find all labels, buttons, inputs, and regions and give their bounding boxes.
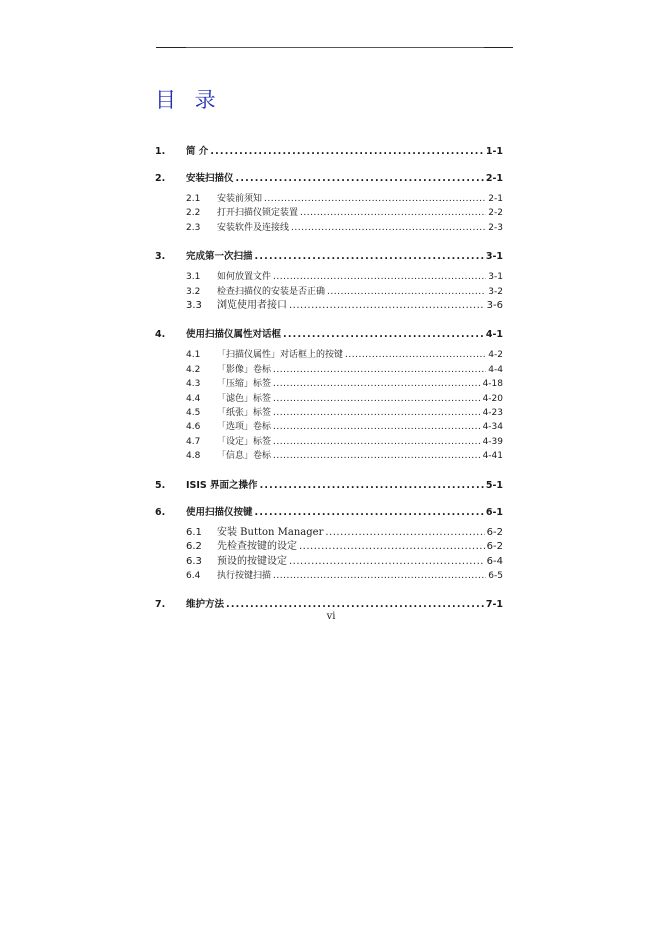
toc-section-entry[interactable] [186,363,503,377]
dot-leader [291,221,486,235]
chapter-title: 使用扫描仪属性对话框 [186,329,282,341]
section-number: 3.2 [186,286,201,297]
section-page: 4-20 [482,393,503,404]
toc-chapter-entry[interactable] [155,477,503,491]
dot-leader [236,173,484,184]
chapter-number: 4. [155,329,166,341]
chapter-page: 2-1 [485,173,503,184]
section-number: 4.5 [186,408,201,419]
page-title: 目 录 [155,88,222,112]
section-title: 「滤色」标签 [217,393,272,404]
chapter-number: 1. [155,146,166,157]
section-page: 2-3 [488,222,503,233]
section-number: 6.1 [186,526,202,538]
section-page: 6-2 [486,541,503,553]
section-page: 3-1 [488,272,503,283]
toc-section-entry[interactable] [186,420,503,434]
section-number: 3.1 [186,272,201,283]
section-page: 4-18 [482,379,503,390]
section-number: 6.2 [186,541,202,553]
section-number: 4.4 [186,393,201,404]
dot-leader [260,480,484,491]
dot-leader [273,420,481,434]
section-number: 4.6 [186,422,201,433]
section-title: 「信息」卷标 [217,451,272,462]
toc-chapter-entry[interactable] [155,248,503,262]
chapter-page: 1-1 [485,146,503,157]
toc-section-entry[interactable] [186,299,503,313]
header-rule-right [484,47,513,48]
dot-leader [289,299,485,313]
page-number: vi [326,611,336,622]
section-title: 安装前须知 [217,194,263,204]
toc-section-entry[interactable] [186,270,503,284]
section-number: 4.1 [186,350,201,361]
dot-leader [300,206,486,220]
toc-section-entry[interactable] [186,192,503,206]
section-page: 3-2 [488,286,503,297]
toc-section-entry[interactable] [186,449,503,463]
dot-leader [255,251,484,262]
toc-section-entry[interactable] [186,285,503,299]
toc-chapter-entry[interactable] [155,326,503,340]
chapter-title: 使用扫描仪按键 [186,506,253,518]
section-number: 4.3 [186,379,201,390]
section-number: 3.3 [186,300,202,312]
section-page: 3-6 [486,300,503,312]
section-title: 「选项」卷标 [217,422,272,433]
section-page: 4-41 [482,451,503,462]
toc-chapter-entry[interactable] [155,596,503,610]
section-number: 2.3 [186,222,201,233]
section-title: 如何放置文件 [217,272,272,283]
dot-leader [264,192,486,206]
dot-leader [226,599,484,610]
section-page: 6-2 [486,526,503,538]
chapter-number: 5. [155,479,166,491]
header-rule-left [156,47,186,48]
section-page: 6-5 [488,570,503,581]
section-page: 4-39 [482,436,503,447]
header-rule-middle [186,47,484,48]
chapter-number: 2. [155,173,166,184]
section-title: 安装 Button Manager [217,526,324,538]
dot-leader [210,146,484,157]
dot-leader [273,406,481,420]
chapter-page: 5-1 [485,479,503,491]
toc-section-entry[interactable] [186,526,503,540]
chapter-number: 6. [155,506,166,518]
dot-leader [273,270,486,284]
chapter-title: 安装扫描仪 [186,173,234,184]
toc-chapter-entry[interactable] [155,504,503,518]
dot-leader [273,569,486,583]
chapter-page: 6-1 [485,506,503,518]
chapter-page: 3-1 [485,251,503,263]
chapter-title: ISIS 界面之操作 [186,479,258,491]
table-of-contents [155,143,503,618]
toc-section-entry[interactable] [186,377,503,391]
section-title: 打开扫描仪锁定装置 [217,208,299,219]
section-title: 检查扫描仪的安装是否正确 [217,286,326,297]
toc-section-entry[interactable] [186,392,503,406]
dot-leader [299,540,485,554]
dot-leader [327,285,486,299]
toc-section-entry[interactable] [186,348,503,362]
section-number: 4.2 [186,364,201,375]
section-number: 6.4 [186,570,201,581]
section-title: 先检查按键的设定 [217,541,297,553]
section-number: 6.3 [186,555,202,567]
chapter-title: 完成第一次扫描 [186,251,253,263]
section-title: 执行按键扫描 [217,570,272,581]
section-title: 安装软件及连接线 [217,222,290,233]
section-page: 4-34 [482,422,503,433]
toc-section-entry[interactable] [186,435,503,449]
section-title: 「压缩」标签 [217,379,272,390]
dot-leader [345,348,486,362]
chapter-title: 维护方法 [186,599,225,611]
section-number: 4.8 [186,451,201,462]
section-title: 「纸张」标签 [217,408,272,419]
section-number: 4.7 [186,436,201,447]
section-title: 「影像」卷标 [217,364,272,375]
toc-section-entry[interactable] [186,221,503,235]
chapter-page: 7-1 [485,599,503,611]
section-page: 2-1 [488,194,503,204]
chapter-title: 简 介 [186,146,209,157]
dot-leader [283,329,484,340]
toc-section-entry[interactable] [186,406,503,420]
dot-leader [325,526,484,540]
section-title: 「扫描仪属性」对话框上的按键 [217,350,344,361]
section-title: 预设的按键设定 [217,555,287,567]
dot-leader [273,435,481,449]
dot-leader [255,507,484,518]
chapter-number: 3. [155,251,166,263]
section-number: 2.2 [186,208,201,219]
section-page: 4-2 [488,350,503,361]
toc-section-entry[interactable] [186,540,503,554]
section-title: 浏览使用者接口 [217,300,287,312]
section-page: 4-4 [488,364,503,375]
section-number: 2.1 [186,194,201,204]
toc-chapter-entry[interactable] [155,143,503,157]
toc-chapter-entry[interactable] [155,170,503,184]
toc-section-entry[interactable] [186,206,503,220]
dot-leader [273,449,481,463]
dot-leader [273,377,481,391]
section-page: 6-4 [486,555,503,567]
section-page: 2-2 [488,208,503,219]
chapter-number: 7. [155,599,166,611]
chapter-page: 4-1 [485,329,503,341]
section-page: 4-23 [482,408,503,419]
toc-section-entry[interactable] [186,569,503,583]
section-title: 「设定」标签 [217,436,272,447]
dot-leader [273,392,481,406]
dot-leader [273,363,486,377]
dot-leader [289,555,485,569]
toc-section-entry[interactable] [186,555,503,569]
